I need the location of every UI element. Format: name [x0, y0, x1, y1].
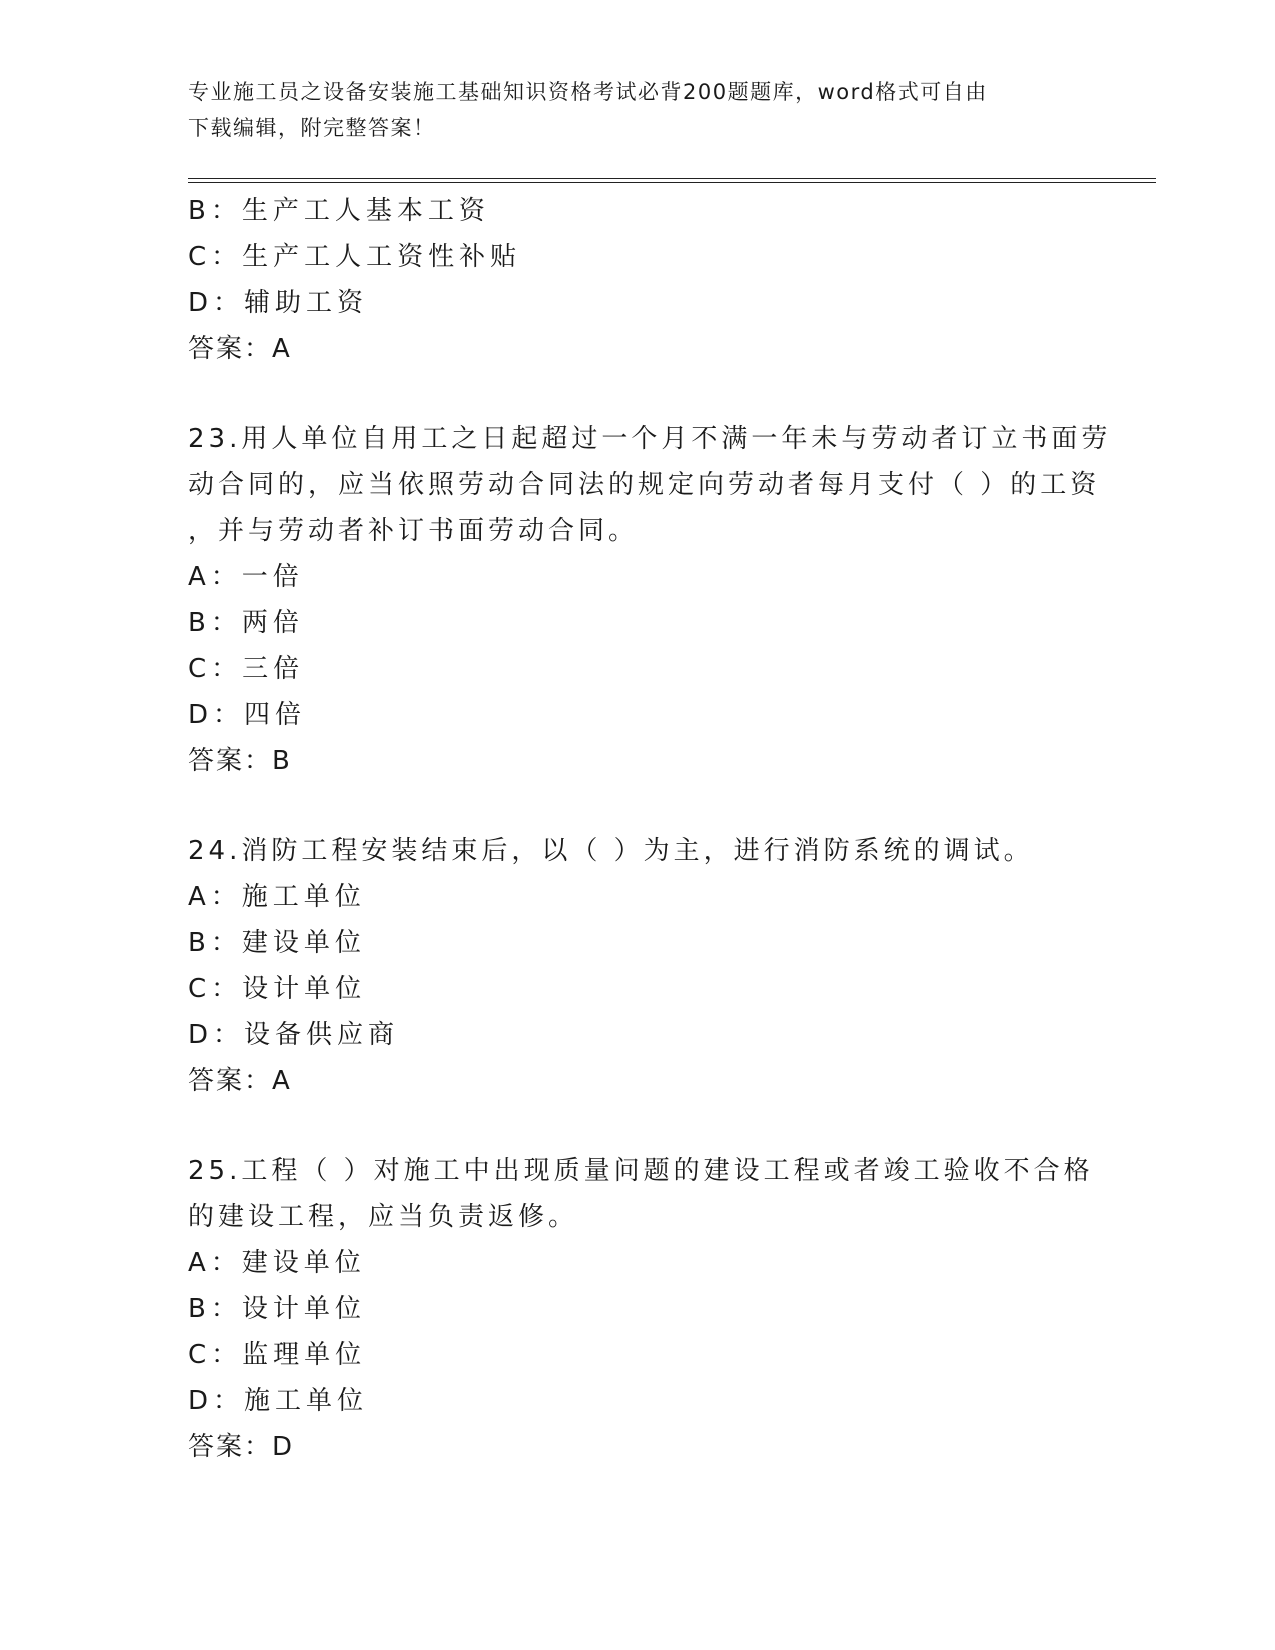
question-stem-line: 动合同的，应当依照劳动合同法的规定向劳动者每月支付（ ）的工资: [188, 470, 1101, 500]
answer: 答案：A: [188, 1066, 292, 1096]
question-stem-line: 24.消防工程安装结束后，以（ ）为主，进行消防系统的调试。: [188, 836, 1034, 866]
option-b: B：生产工人基本工资: [188, 196, 490, 226]
question-stem-line: 23.用人单位自用工之日起超过一个月不满一年未与劳动者订立书面劳: [188, 424, 1112, 454]
document-header: [188, 74, 1068, 146]
answer: 答案：A: [188, 334, 292, 364]
option-c: C：生产工人工资性补贴: [188, 242, 522, 272]
option-b: B：建设单位: [188, 928, 366, 958]
option-a: A：建设单位: [188, 1248, 366, 1278]
option-d: D：四倍: [188, 700, 307, 730]
question-fragment: [188, 188, 1088, 372]
option-b: B：两倍: [188, 608, 304, 638]
header-line-1: 专业施工员之设备安装施工基础知识资格考试必背200题题库，word格式可自由: [188, 80, 988, 104]
answer: 答案：B: [188, 746, 292, 776]
option-c: C：三倍: [188, 654, 305, 684]
option-d: D：辅助工资: [188, 288, 369, 318]
header-divider-top: [188, 178, 1156, 179]
question-stem-line: 25.工程（ ）对施工中出现质量问题的建设工程或者竣工验收不合格: [188, 1156, 1094, 1186]
header-line-2: 下载编辑，附完整答案！: [188, 116, 436, 140]
option-c: C：监理单位: [188, 1340, 367, 1370]
question-24: [188, 828, 1088, 1104]
question-stem-line: 的建设工程，应当负责返修。: [188, 1202, 579, 1232]
question-25: [188, 1148, 1094, 1470]
option-c: C：设计单位: [188, 974, 367, 1004]
option-a: A：一倍: [188, 562, 304, 592]
question-23: [188, 416, 1112, 784]
option-b: B：设计单位: [188, 1294, 366, 1324]
answer: 答案：D: [188, 1432, 295, 1462]
header-divider-bottom: [188, 182, 1156, 183]
option-d: D：设备供应商: [188, 1020, 400, 1050]
question-stem-line: ，并与劳动者补订书面劳动合同。: [188, 516, 639, 546]
option-a: A：施工单位: [188, 882, 366, 912]
option-d: D：施工单位: [188, 1386, 369, 1416]
question-list: [188, 188, 1112, 1470]
